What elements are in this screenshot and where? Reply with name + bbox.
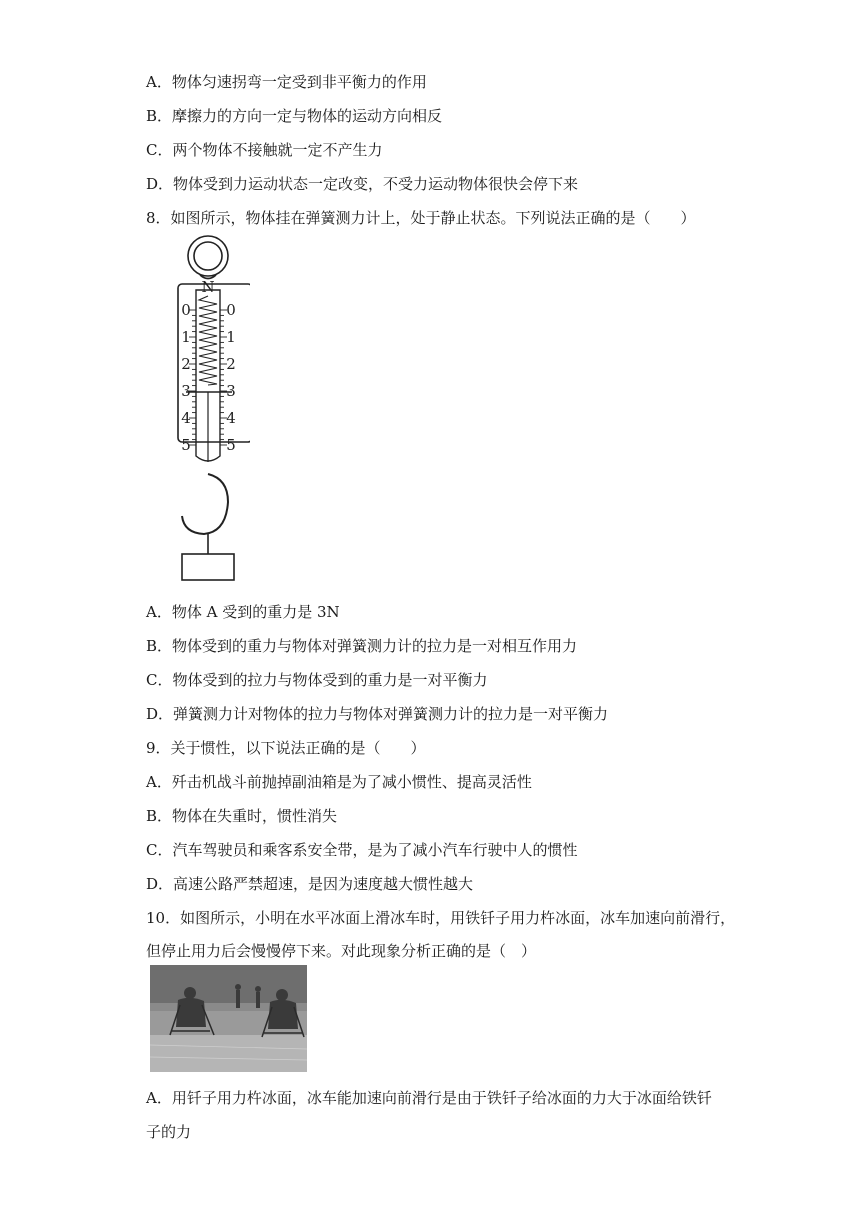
q10-option-a-line2: 子的力 bbox=[146, 1123, 192, 1141]
q9-option-a: A．歼击机战斗前抛掉副油箱是为了减小惯性、提高灵活性 bbox=[146, 773, 532, 791]
q8-stem: 8．如图所示，物体挂在弹簧测力计上，处于静止状态。下列说法正确的是（ ） bbox=[146, 209, 696, 227]
right-tick-label: 3 bbox=[226, 382, 236, 400]
right-tick-label: 5 bbox=[226, 436, 236, 454]
q8-option-b: B．物体受到的重力与物体对弹簧测力计的拉力是一对相互作用力 bbox=[146, 637, 578, 655]
q8-option-d: D．弹簧测力计对物体的拉力与物体对弹簧测力计的拉力是一对平衡力 bbox=[146, 705, 609, 723]
left-tick-label: 3 bbox=[181, 382, 191, 400]
right-tick-label: 4 bbox=[226, 409, 236, 427]
right-tick-label: 2 bbox=[226, 355, 236, 373]
q10-stem-line1: 10．如图所示，小明在水平冰面上滑冰车时，用铁钎子用力杵冰面，冰车加速向前滑行， bbox=[146, 909, 736, 927]
q7-option-d: D．物体受到力运动状态一定改变，不受力运动物体很快会停下来 bbox=[146, 175, 579, 193]
q10-option-a-line1: A．用钎子用力杵冰面，冰车能加速向前滑行是由于铁钎子给冰面的力大于冰面给铁钎 bbox=[146, 1089, 712, 1107]
left-tick-label: 1 bbox=[181, 328, 191, 346]
q7-option-b: B．摩擦力的方向一定与物体的运动方向相反 bbox=[146, 107, 443, 125]
q9-stem: 9．关于惯性，以下说法正确的是（ ） bbox=[146, 739, 426, 757]
left-tick-label: 5 bbox=[181, 436, 191, 454]
spring-scale-figure bbox=[170, 234, 250, 590]
q8-option-a: A．物体 A 受到的重力是 3N bbox=[146, 603, 340, 621]
left-tick-label: 2 bbox=[181, 355, 191, 373]
left-tick-label: 4 bbox=[181, 409, 191, 427]
q9-option-d: D．高速公路严禁超速，是因为速度越大惯性越大 bbox=[146, 875, 474, 893]
q9-option-c: C．汽车驾驶员和乘客系安全带，是为了减小汽车行驶中人的惯性 bbox=[146, 841, 578, 859]
scale-unit-label: N bbox=[201, 278, 215, 296]
q7-option-c: C．两个物体不接触就一定不产生力 bbox=[146, 141, 383, 159]
right-tick-label: 1 bbox=[226, 328, 236, 346]
q8-option-c: C．物体受到的拉力与物体受到的重力是一对平衡力 bbox=[146, 671, 488, 689]
q7-option-a: A．物体匀速拐弯一定受到非平衡力的作用 bbox=[146, 73, 427, 91]
left-tick-label: 0 bbox=[181, 301, 191, 319]
ice-sled-photo bbox=[150, 965, 307, 1072]
spring-coil bbox=[199, 296, 217, 385]
q10-stem-line2: 但停止用力后会慢慢停下来。对此现象分析正确的是（ ） bbox=[146, 942, 537, 960]
right-tick-label: 0 bbox=[226, 301, 236, 319]
q9-option-b: B．物体在失重时，惯性消失 bbox=[146, 807, 338, 825]
